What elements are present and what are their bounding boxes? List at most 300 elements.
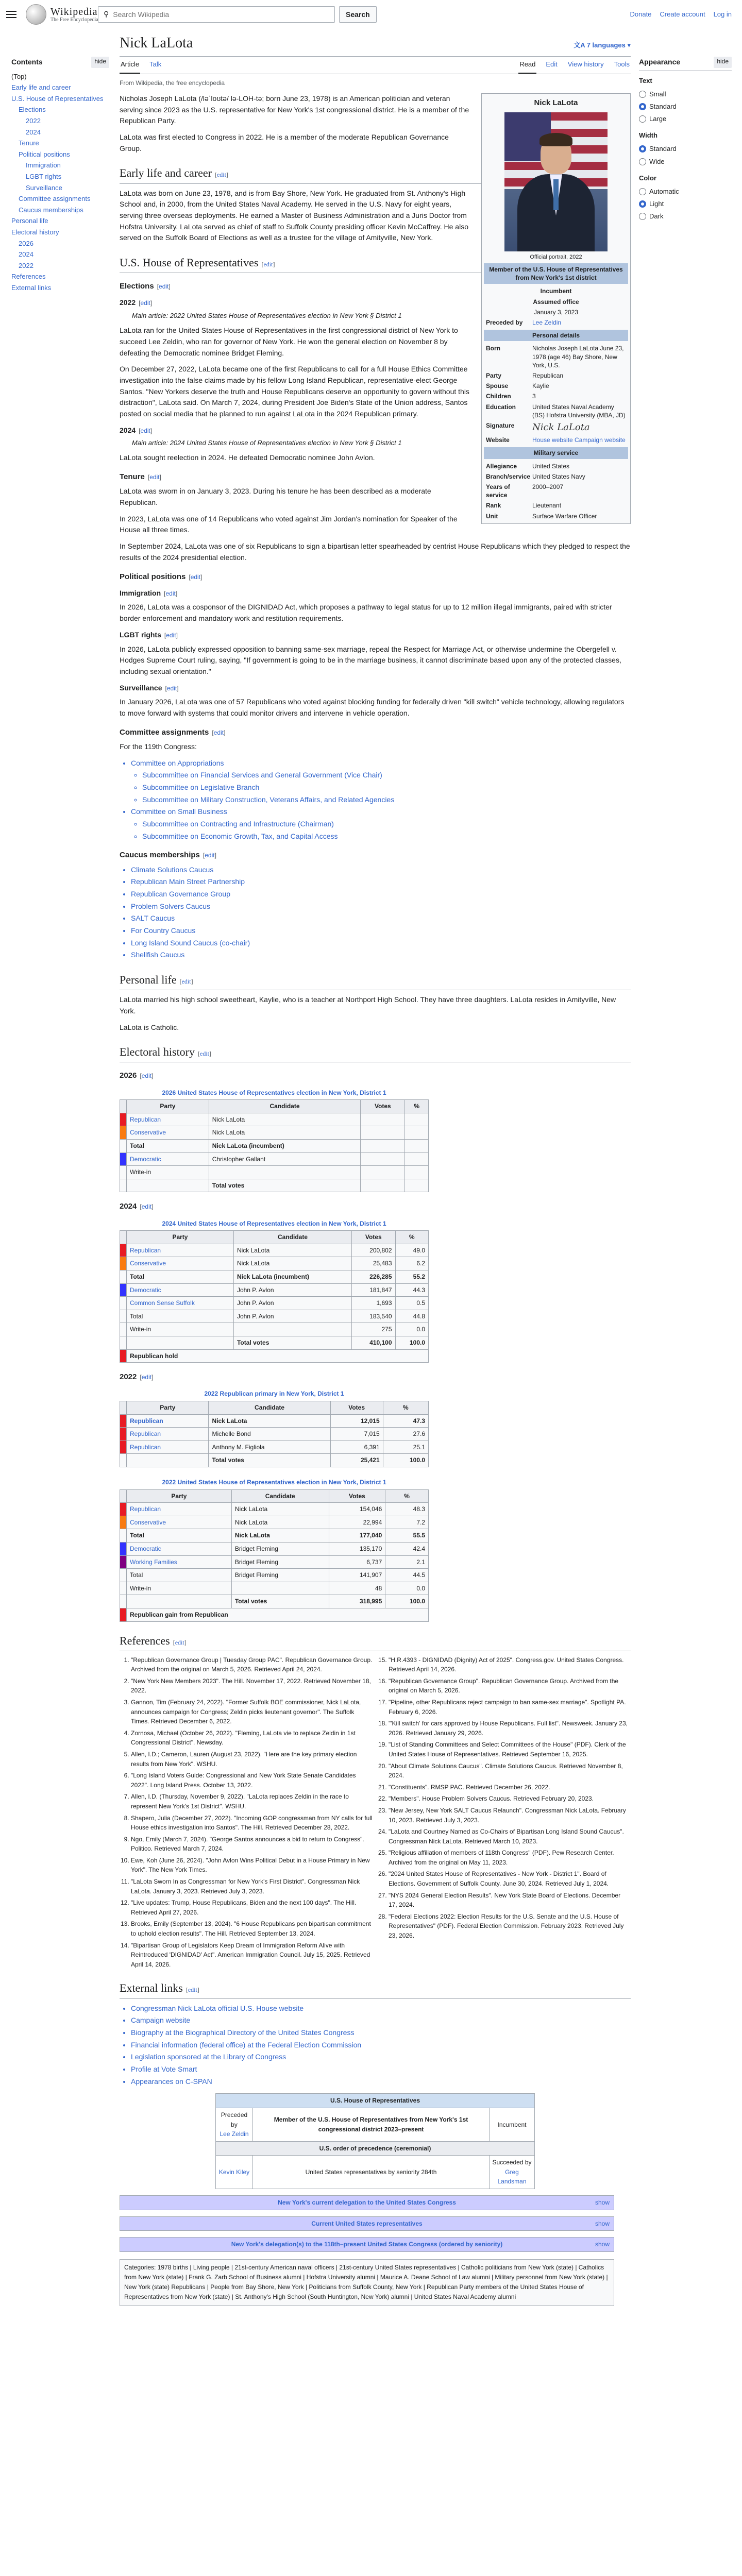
party-cell[interactable]: Write-in bbox=[127, 1166, 209, 1179]
tab-tools[interactable]: Tools bbox=[614, 60, 630, 69]
party-color-swatch bbox=[120, 1153, 127, 1166]
text-size-title: Text bbox=[639, 76, 652, 84]
preceded-link[interactable]: Lee Zeldin bbox=[220, 2130, 249, 2138]
toc-item[interactable]: Caucus memberships bbox=[19, 206, 83, 214]
party-color-swatch bbox=[120, 1555, 127, 1569]
radio-button[interactable] bbox=[639, 103, 646, 110]
toc-item[interactable]: Electoral history bbox=[11, 228, 59, 236]
appearance-hide-button[interactable]: hide bbox=[714, 57, 732, 68]
infobox-value: Republican bbox=[532, 371, 564, 379]
electoral-2024-heading: 2024 [edit] bbox=[120, 1202, 154, 1211]
election-table bbox=[120, 1217, 429, 1363]
main-menu-icon[interactable] bbox=[6, 11, 16, 18]
table-row bbox=[120, 1569, 429, 1582]
committee-item[interactable]: ◦ Subcommittee on Economic Growth, Tax, and Capital Access bbox=[142, 831, 631, 842]
infobox-value: Surface Warfare Officer bbox=[532, 512, 597, 520]
votes-cell: 181,847 bbox=[352, 1283, 395, 1297]
candidate-cell: Nick LaLota bbox=[209, 1414, 330, 1428]
radio-option[interactable] bbox=[639, 198, 732, 210]
candidate-cell: Total votes bbox=[209, 1454, 330, 1467]
assumed-office-date: January 3, 2023 bbox=[533, 308, 579, 316]
user-link[interactable]: Donate bbox=[630, 10, 652, 18]
toc-item[interactable]: Elections bbox=[19, 106, 46, 114]
search-icon: ⚲ bbox=[104, 10, 109, 19]
party-color-swatch bbox=[120, 1582, 127, 1595]
party-cell[interactable]: Working Families bbox=[127, 1555, 232, 1569]
electoral-2026-heading: 2026 [edit] bbox=[120, 1071, 154, 1080]
edit-link: edit bbox=[141, 1203, 152, 1211]
percent-cell bbox=[405, 1140, 429, 1153]
tagline: The Free Encyclopedia bbox=[50, 16, 98, 23]
committee-item[interactable]: ◦ Subcommittee on Financial Services and General Government (Vice Chair) bbox=[142, 770, 631, 781]
percent-cell: 55.2 bbox=[395, 1270, 428, 1284]
party-color-swatch bbox=[120, 1323, 127, 1336]
votes-cell bbox=[361, 1126, 405, 1140]
election-table-2026 bbox=[120, 1086, 631, 1193]
reference-item: 21. "Constituents". RMSP PAC. Retrieved December 26, 2022. bbox=[389, 1783, 631, 1792]
user-link[interactable]: Log in bbox=[713, 10, 732, 18]
reference-item: 7. Allen, I.D. (Thursday, November 9, 2022). "LaLota replaces Zeldin in the race to represent New York's 1st District". WSHU. bbox=[131, 1792, 373, 1811]
votes-cell bbox=[361, 1113, 405, 1126]
edit-link: edit bbox=[181, 978, 191, 986]
candidate-cell: Anthony M. Figliola bbox=[209, 1440, 330, 1454]
table-row bbox=[120, 1113, 429, 1126]
party-cell[interactable]: Total bbox=[127, 1310, 234, 1323]
candidate-cell: John P. Avlon bbox=[233, 1310, 351, 1323]
reference-item: 12. "Live updates: Trump, House Republicans, Biden and the next 100 days". The Hill. Retrieved April 27, 2026. bbox=[131, 1898, 373, 1917]
infobox-label: Branch/service bbox=[486, 472, 531, 480]
percent-cell bbox=[405, 1166, 429, 1179]
party-cell[interactable]: Republican bbox=[127, 1440, 209, 1454]
caucus-item[interactable]: • Republican Main Street Partnership bbox=[131, 876, 631, 888]
navbox-title bbox=[120, 2217, 614, 2231]
party-cell[interactable]: Republican bbox=[127, 1428, 209, 1441]
paragraph: LaLota was born on June 23, 1978, and is from Bay Shore, New York. He graduated from St. Anthony's High School and, in 2000, from the United States Naval Academy. He served in the U.S. Navy for eight years, serving three overseas deployments. He earned a Master of Business Administration and a Juris Doctor from Hofstra University. LaLota served as chief of staff to Suffolk County presiding officer Kevin McCaffrey. He also served on the Suffolk Board of Elections as well as a trustee for the village of Amityville, New York. bbox=[120, 189, 468, 242]
election-caption[interactable]: 2026 United States House of Representatives election in New York, District 1 bbox=[162, 1089, 386, 1096]
website-row bbox=[484, 435, 628, 445]
navbox-title-link[interactable]: New York's current delegation to the United States Congress bbox=[278, 2199, 456, 2207]
edit-link: edit bbox=[166, 631, 176, 639]
percent-cell: 100.0 bbox=[383, 1454, 428, 1467]
table-row bbox=[120, 1440, 429, 1454]
party-cell[interactable]: Republican bbox=[127, 1244, 234, 1257]
percent-cell: 47.3 bbox=[383, 1414, 428, 1428]
caucus-list bbox=[131, 865, 631, 961]
external-link[interactable]: • Campaign website bbox=[131, 2015, 631, 2026]
toc-item[interactable]: LGBT rights bbox=[26, 173, 62, 181]
percent-cell: 6.2 bbox=[395, 1257, 428, 1270]
party-cell[interactable]: Republican bbox=[127, 1113, 209, 1126]
reference-item: 26. "2024 United States House of Representatives - New York - District 1". Board of Elections. Government of Suffolk County. June 30, 2024. Retrieved July 1, 2024. bbox=[389, 1869, 631, 1888]
navbox-title-link[interactable]: Current United States representatives bbox=[311, 2219, 423, 2227]
reference-item: 4. Zornosa, Michael (October 26, 2022). "Fleming, LaLota vie to replace Zeldin in 1st Congressional District". Newsday. bbox=[131, 1728, 373, 1748]
percent-cell bbox=[405, 1126, 429, 1140]
navbox bbox=[120, 2195, 614, 2210]
radio-button[interactable] bbox=[639, 158, 646, 165]
party-cell bbox=[127, 1336, 234, 1349]
infobox-label: Party bbox=[486, 371, 502, 379]
election-caption[interactable]: 2024 United States House of Representatives election in New York, District 1 bbox=[162, 1219, 386, 1227]
votes-cell: 154,046 bbox=[329, 1503, 385, 1516]
toc-item[interactable]: Personal life bbox=[11, 217, 48, 225]
wikipedia-logo[interactable] bbox=[26, 4, 98, 25]
party-swatch-header bbox=[120, 1401, 127, 1415]
candidate-cell bbox=[233, 1323, 351, 1336]
hatnote-2024[interactable]: Main article: 2024 United States House of Representatives election in New York § District 1 bbox=[132, 439, 402, 447]
percent-cell: 7.2 bbox=[385, 1516, 429, 1529]
reference-item: 1. "Republican Governance Group | Tuesday Group PAC". Republican Governance Group. Archived from the original on March 5, 2026. Retrieved April 24, 2024. bbox=[131, 1655, 373, 1674]
caucus-item[interactable]: • Long Island Sound Caucus (co-chair) bbox=[131, 938, 631, 949]
positions-heading: Political positions [edit] bbox=[120, 572, 203, 581]
elections-2024-body: LaLota sought reelection in 2024. He defeated Democratic nominee John Avlon. bbox=[120, 453, 375, 462]
party-cell[interactable]: Total bbox=[127, 1140, 209, 1153]
toc-item[interactable]: 2024 bbox=[19, 250, 33, 259]
table-row bbox=[120, 1179, 429, 1192]
edit-link: edit bbox=[149, 473, 160, 481]
radio-option[interactable] bbox=[639, 88, 732, 100]
radio-button[interactable] bbox=[639, 188, 646, 195]
column-header: Votes bbox=[352, 1231, 395, 1244]
succeeded-link[interactable]: Greg Landsman bbox=[497, 2168, 527, 2185]
committee-item[interactable]: • Committee on Small Business bbox=[131, 806, 631, 818]
table-row bbox=[120, 1555, 429, 1569]
infobox-row bbox=[484, 370, 628, 381]
categories-box[interactable]: Categories: 1978 births | Living people | 21st-century American naval officers | 21st-century United States representatives | Catholic politicians from New York (state) | Catholics from New York (state) | Frank G. Zarb School of Business alumni | Hofstra University alumni | Maurice A. Deane School of Law alumni | Military personnel from New York (state) | New York (state) Republicans | People from Bay Shore, New York | Politicians from Suffolk County, New York | Republican Party members of the United States House of Representatives from New York (state) | St. Anthony's High School (South Huntington, New York) alumni | United States Naval Academy alumni bbox=[120, 2259, 614, 2306]
infobox-row bbox=[484, 461, 628, 471]
party-cell[interactable]: Write-in bbox=[127, 1582, 232, 1595]
external-link[interactable]: • Appearances on C-SPAN bbox=[131, 2076, 631, 2088]
election-caption[interactable]: 2022 Republican primary in New York, District 1 bbox=[204, 1390, 344, 1398]
percent-cell: 44.5 bbox=[385, 1569, 429, 1582]
paragraph: LaLota was first elected to Congress in 2022. He is a member of the moderate Republican Governance Group. bbox=[120, 133, 449, 152]
election-table-2022-primary bbox=[120, 1387, 631, 1467]
user-link[interactable]: Create account bbox=[660, 10, 705, 18]
percent-cell: 100.0 bbox=[385, 1595, 429, 1608]
toc-item[interactable]: Surveillance bbox=[26, 183, 62, 192]
committee-item[interactable]: • Committee on Appropriations bbox=[131, 758, 631, 769]
navbox-show-button[interactable]: show bbox=[595, 2241, 610, 2248]
portrait-image[interactable] bbox=[504, 112, 608, 251]
paragraph: In 2023, LaLota was one of 14 Republicans who voted against Jim Jordan's nomination for Speaker of the House all three times. bbox=[120, 514, 458, 534]
reference-item: 14. "Bipartisan Group of Legislators Keep Dream of Immigration Reform Alive with Reintroduced 'DIGNIDAD' Act". American Immigration Council. July 15, 2025. Retrieved April 14, 2026. bbox=[131, 1941, 373, 1970]
caucus-item[interactable]: • Republican Governance Group bbox=[131, 889, 631, 900]
party-cell[interactable]: Conservative bbox=[127, 1516, 232, 1529]
toc-item[interactable]: 2022 bbox=[26, 117, 41, 125]
candidate-cell: Nick LaLota bbox=[231, 1516, 329, 1529]
signature-row bbox=[484, 420, 628, 435]
languages-button[interactable]: 文A 7 languages ▾ bbox=[574, 41, 631, 49]
votes-cell: 183,540 bbox=[352, 1310, 395, 1323]
party-swatch-header bbox=[120, 1231, 127, 1244]
caucus-item[interactable]: • Problem Solvers Caucus bbox=[131, 901, 631, 912]
succession-box bbox=[215, 2093, 535, 2189]
reference-item: 20. "About Climate Solutions Caucus". Climate Solutions Caucus. Retrieved November 8, 2024. bbox=[389, 1761, 631, 1781]
candidate-cell bbox=[209, 1166, 360, 1179]
paragraph: LaLota married his high school sweetheart, Kaylie, who is a teacher at Northport High School. They have three daughters. LaLota resides in Amityville, New York. bbox=[120, 995, 616, 1015]
radio-option[interactable] bbox=[639, 113, 732, 125]
references-heading: References [edit] bbox=[120, 1632, 631, 1651]
infobox-label: Allegiance bbox=[486, 462, 517, 470]
preceded-label: Preceded by bbox=[486, 319, 523, 327]
title-row bbox=[120, 29, 631, 57]
column-header: Candidate bbox=[231, 1489, 329, 1503]
navbox-show-button[interactable]: show bbox=[595, 2219, 610, 2227]
toc-item[interactable]: Immigration bbox=[26, 161, 61, 170]
party-cell[interactable]: Total bbox=[127, 1529, 232, 1543]
external-links-list bbox=[131, 2003, 631, 2088]
votes-cell: 48 bbox=[329, 1582, 385, 1595]
votes-cell: 141,907 bbox=[329, 1569, 385, 1582]
party-cell[interactable]: Democratic bbox=[127, 1283, 234, 1297]
committee-item[interactable]: ◦ Subcommittee on Military Construction, Veterans Affairs, and Related Agencies bbox=[142, 794, 631, 806]
caucus-item[interactable]: • Shellfish Caucus bbox=[131, 950, 631, 961]
party-cell[interactable]: Republican bbox=[127, 1503, 232, 1516]
radio-label: Standard bbox=[649, 102, 677, 110]
hold-cell: Republican gain from Republican bbox=[127, 1608, 429, 1621]
table-row bbox=[120, 1608, 429, 1621]
tab-edit[interactable]: Edit bbox=[546, 60, 558, 69]
paragraph: In September 2024, LaLota was one of six Republicans to sign a bipartisan letter spearheaded by centrist House Republicans which they pledged to respect the results of the 2024 presidential election. bbox=[120, 542, 630, 562]
column-header: % bbox=[395, 1231, 428, 1244]
reference-item: 22. "Members". House Problem Solvers Caucus. Retrieved February 20, 2023. bbox=[389, 1794, 631, 1804]
width-options bbox=[639, 143, 732, 167]
toc-item[interactable]: Tenure bbox=[19, 139, 39, 147]
party-cell[interactable]: Total bbox=[127, 1569, 232, 1582]
page-tabs bbox=[120, 57, 631, 74]
infobox-label: Education bbox=[486, 403, 516, 411]
party-color-swatch bbox=[120, 1126, 127, 1140]
radio-label: Wide bbox=[649, 157, 665, 165]
reference-item: 23. "New Jersey, New York SALT Caucus Relaunch". Congressman Nick LaLota. February 10, 2023. Retrieved July 3, 2023. bbox=[389, 1806, 631, 1825]
party-color-swatch bbox=[120, 1310, 127, 1323]
reference-item: 3. Gannon, Tim (February 24, 2022). "Former Suffolk BOE commissioner, Nick LaLota, announces campaign for Congress; Zeldin picks lieutenant governor". The Suffolk Times. Retrieved December 6, 2022. bbox=[131, 1698, 373, 1726]
infobox-value: United States bbox=[532, 462, 570, 470]
edit-link: edit bbox=[166, 684, 177, 692]
tab-talk[interactable]: Talk bbox=[149, 60, 162, 69]
wordmark: Wikipedia bbox=[50, 6, 98, 18]
precedence-as: United States representatives by seniority 284th bbox=[253, 2156, 490, 2189]
votes-cell: 226,285 bbox=[352, 1270, 395, 1284]
reference-item: 25. "Religious affiliation of members of 118th Congress" (PDF). Pew Research Center. Archived from the original on May 11, 2023. bbox=[389, 1848, 631, 1867]
party-cell bbox=[127, 1179, 209, 1192]
table-row bbox=[120, 1166, 429, 1179]
percent-cell: 42.4 bbox=[385, 1542, 429, 1555]
toc-item[interactable]: 2026 bbox=[19, 239, 33, 247]
reference-list bbox=[131, 1655, 631, 1970]
column-header: Party bbox=[127, 1489, 232, 1503]
candidate-cell bbox=[231, 1582, 329, 1595]
percent-cell: 48.3 bbox=[385, 1503, 429, 1516]
party-cell[interactable]: Conservative bbox=[127, 1126, 209, 1140]
toc-item[interactable]: (Top) bbox=[11, 72, 27, 80]
navbox-title bbox=[120, 2238, 614, 2251]
table-of-contents bbox=[11, 57, 109, 294]
candidate-cell: Total votes bbox=[233, 1336, 351, 1349]
table-row bbox=[120, 1454, 429, 1467]
article-body bbox=[120, 93, 631, 2306]
external-link[interactable]: • Profile at Vote Smart bbox=[131, 2064, 631, 2075]
external-link[interactable]: • Biography at the Biographical Directory of the United States Congress bbox=[131, 2027, 631, 2039]
party-color-swatch bbox=[120, 1140, 127, 1153]
party-cell[interactable]: Common Sense Suffolk bbox=[127, 1297, 234, 1310]
column-header: Candidate bbox=[209, 1401, 330, 1415]
toc-item[interactable]: Committee assignments bbox=[19, 195, 91, 203]
candidate-cell: Bridget Fleming bbox=[231, 1569, 329, 1582]
table-row bbox=[120, 1323, 429, 1336]
committee-item[interactable]: ◦ Subcommittee on Legislative Branch bbox=[142, 782, 631, 793]
radio-label: Small bbox=[649, 90, 666, 98]
table-row bbox=[120, 1283, 429, 1297]
candidate-cell: Nick LaLota bbox=[233, 1257, 351, 1270]
radio-option[interactable] bbox=[639, 143, 732, 155]
radio-button[interactable] bbox=[639, 213, 646, 220]
party-color-swatch bbox=[120, 1166, 127, 1179]
radio-option[interactable] bbox=[639, 210, 732, 223]
external-links-heading: External links [edit] bbox=[120, 1979, 631, 1998]
percent-cell: 44.8 bbox=[395, 1310, 428, 1323]
committee-item[interactable]: ◦ Subcommittee on Contracting and Infrastructure (Chairman) bbox=[142, 819, 631, 830]
office-title: Member of the U.S. House of Representatives from New York's 1st district bbox=[489, 266, 623, 282]
votes-cell bbox=[361, 1153, 405, 1166]
appearance-panel bbox=[639, 57, 732, 223]
toc-hide-button[interactable]: hide bbox=[91, 57, 109, 68]
view-tabs bbox=[518, 56, 631, 74]
elections-2024-heading: 2024 [edit] bbox=[120, 426, 153, 434]
party-cell[interactable]: Democratic bbox=[127, 1153, 209, 1166]
color-title: Color bbox=[639, 174, 656, 182]
party-color-swatch bbox=[120, 1503, 127, 1516]
preceded-label: Preceded by bbox=[221, 2111, 248, 2128]
search-input[interactable] bbox=[113, 10, 329, 19]
reference-item: 19. "List of Standing Committees and Select Committees of the House" (PDF). Clerk of the United States House of Representatives. Retrieved September 16, 2025. bbox=[389, 1740, 631, 1759]
election-table-2024 bbox=[120, 1217, 631, 1363]
votes-cell: 135,170 bbox=[329, 1542, 385, 1555]
toc-item[interactable]: Political positions bbox=[19, 150, 70, 158]
radio-button[interactable] bbox=[639, 145, 646, 152]
party-cell[interactable]: Republican bbox=[127, 1414, 209, 1428]
table-header-row bbox=[120, 1401, 429, 1415]
percent-cell: 0.0 bbox=[385, 1582, 429, 1595]
column-header: Candidate bbox=[209, 1100, 360, 1113]
website-link[interactable]: House website Campaign website bbox=[532, 436, 626, 444]
party-color-swatch bbox=[120, 1283, 127, 1297]
appearance-header bbox=[639, 57, 732, 71]
toc-item[interactable]: References bbox=[11, 273, 46, 281]
infobox-row bbox=[484, 511, 628, 521]
party-cell[interactable]: Total bbox=[127, 1270, 234, 1284]
votes-cell: 177,040 bbox=[329, 1529, 385, 1543]
party-cell[interactable]: Conservative bbox=[127, 1257, 234, 1270]
radio-option[interactable] bbox=[639, 100, 732, 113]
external-link[interactable]: • Financial information (federal office) at the Federal Election Commission bbox=[131, 2040, 631, 2051]
party-color-swatch bbox=[120, 1529, 127, 1543]
external-link[interactable]: • Legislation sponsored at the Library of Congress bbox=[131, 2052, 631, 2063]
infobox-label: Rank bbox=[486, 502, 501, 510]
party-color-swatch bbox=[120, 1270, 127, 1284]
votes-cell: 6,737 bbox=[329, 1555, 385, 1569]
search-button[interactable]: Search bbox=[339, 6, 377, 23]
infobox-value: United States Navy bbox=[532, 472, 585, 480]
party-color-swatch bbox=[120, 1113, 127, 1126]
election-table bbox=[120, 1086, 429, 1193]
edit-link: edit bbox=[188, 1986, 197, 1994]
election-caption[interactable]: 2022 United States House of Representatives election in New York, District 1 bbox=[162, 1478, 386, 1486]
party-color-swatch bbox=[120, 1336, 127, 1349]
external-link[interactable]: • Congressman Nick LaLota official U.S. House website bbox=[131, 2003, 631, 2014]
personal-rows bbox=[484, 343, 628, 420]
toc-item[interactable]: 2022 bbox=[19, 261, 33, 269]
table-row bbox=[120, 1529, 429, 1543]
military-rows bbox=[484, 461, 628, 521]
radio-option[interactable] bbox=[639, 185, 732, 198]
infobox-row bbox=[484, 343, 628, 370]
radio-button[interactable] bbox=[639, 200, 646, 208]
preceded-link[interactable]: Lee Zeldin bbox=[532, 319, 562, 327]
infobox bbox=[481, 93, 631, 524]
infobox-row bbox=[484, 500, 628, 511]
table-row bbox=[120, 1503, 429, 1516]
reference-item: 28. "Federal Elections 2022: Election Results for the U.S. Senate and the U.S. House of Representatives" (PDF). Federal Election Commission. February 2023. Retrieved July 23, 2026. bbox=[389, 1912, 631, 1941]
table-row bbox=[120, 1140, 429, 1153]
party-color-swatch bbox=[120, 1414, 127, 1428]
user-links bbox=[630, 9, 732, 20]
party-color-swatch bbox=[120, 1428, 127, 1441]
party-color-swatch bbox=[120, 1179, 127, 1192]
radio-button[interactable] bbox=[639, 115, 646, 123]
navbox-show-button[interactable]: show bbox=[595, 2199, 610, 2207]
precedence-header: U.S. order of precedence (ceremonial) bbox=[216, 2141, 535, 2156]
infobox-row bbox=[484, 471, 628, 482]
caucus-item[interactable]: • SALT Caucus bbox=[131, 913, 631, 924]
table-row bbox=[120, 1310, 429, 1323]
hold-cell: Republican hold bbox=[127, 1349, 429, 1363]
navbox bbox=[120, 2216, 614, 2231]
navbox-title bbox=[120, 2196, 614, 2210]
radio-button[interactable] bbox=[639, 91, 646, 98]
toc-item[interactable]: Early life and career bbox=[11, 83, 71, 92]
caucus-item[interactable]: • Climate Solutions Caucus bbox=[131, 865, 631, 876]
tab-view-history[interactable]: View history bbox=[567, 60, 604, 69]
party-cell[interactable]: Write-in bbox=[127, 1323, 234, 1336]
reference-item: 11. "LaLota Sworn In as Congressman for New York's First District". Congressman Nick LaLota. January 3, 2023. Retrieved July 3, 2023. bbox=[131, 1877, 373, 1896]
toc-item[interactable]: 2024 bbox=[26, 128, 41, 136]
caucus-item[interactable]: • For Country Caucus bbox=[131, 925, 631, 937]
elections-2022-heading: 2022 [edit] bbox=[120, 298, 153, 307]
navbox-title-link[interactable]: New York's delegation(s) to the 118th–present United States Congress (ordered by seniority) bbox=[231, 2241, 503, 2248]
tab-article[interactable]: Article bbox=[120, 56, 140, 74]
candidate-cell: Nick LaLota bbox=[233, 1244, 351, 1257]
percent-cell: 49.0 bbox=[395, 1244, 428, 1257]
infobox-value: Nicholas Joseph LaLota June 23, 1978 (age 46) Bay Shore, New York, U.S. bbox=[532, 345, 624, 369]
radio-option[interactable] bbox=[639, 156, 732, 168]
reference-item: 2. "New York New Members 2023". The Hill. November 17, 2022. Retrieved November 18, 2022. bbox=[131, 1676, 373, 1696]
toc-item[interactable]: External links bbox=[11, 283, 52, 292]
succession-preceded bbox=[216, 2108, 253, 2141]
tab-read[interactable]: Read bbox=[518, 56, 536, 74]
portrait-caption: Official portrait, 2022 bbox=[530, 254, 582, 261]
column-header: Candidate bbox=[233, 1231, 351, 1244]
reference-item: 9. Ngo, Emily (March 7, 2024). "George Santos announces a bid to return to Congress". Politico. Retrieved March 7, 2024. bbox=[131, 1835, 373, 1854]
infobox-label: Spouse bbox=[486, 382, 509, 390]
paragraph: LaLota ran for the United States House of Representatives in the first congressional district of New York to succeed Lee Zeldin, who ran for governor of New York. He won the general election on November 8 by defeating the Democratic nominee Bridget Fleming. bbox=[120, 326, 458, 357]
committee-heading: Committee assignments [edit] bbox=[120, 727, 226, 737]
percent-cell: 0.0 bbox=[395, 1323, 428, 1336]
toc-item[interactable]: U.S. House of Representatives bbox=[11, 94, 104, 103]
party-cell[interactable]: Democratic bbox=[127, 1542, 232, 1555]
hatnote-2022[interactable]: Main article: 2022 United States House of Representatives election in New York § District 1 bbox=[132, 311, 402, 319]
precedence-preceded-link[interactable]: Kevin Kiley bbox=[218, 2168, 250, 2176]
votes-cell: 12,015 bbox=[330, 1414, 383, 1428]
